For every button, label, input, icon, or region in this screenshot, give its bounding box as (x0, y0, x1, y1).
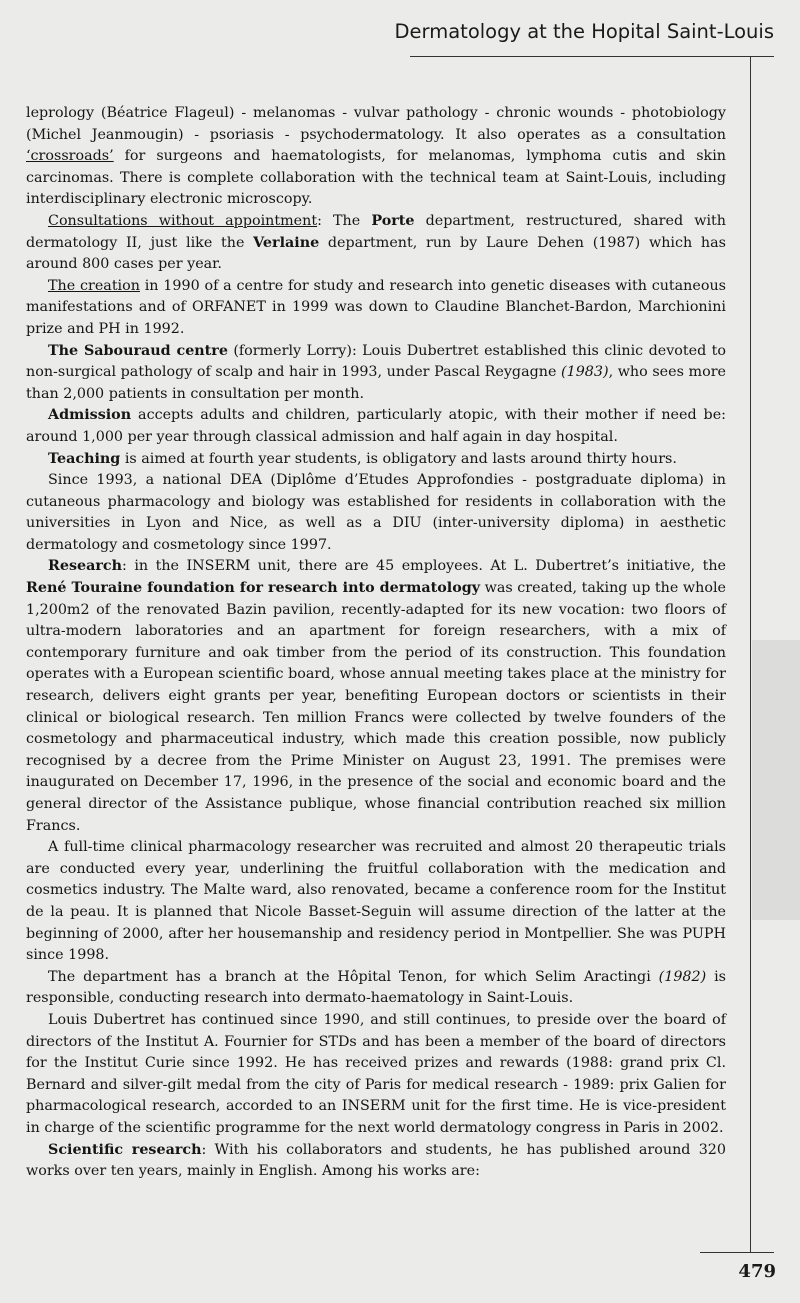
paragraph (26, 556, 726, 837)
page-number: 479 (738, 1261, 776, 1282)
text-run: A full-time clinical pharmacology researcher was recruited and almost 20 therapeutic trials are conducted every year, underlining the fruitful collaboration with the medication and cosmetics industry. The Malte ward, also renovated, became a conference room for the Institut de la peau. It is planned that Nicole Basset-Seguin will assume direction of the latter at the beginning of 2000, after her housemanship and residency period in Montpellier. She was PUPH since 1998. (26, 839, 726, 964)
text-run: The department has a branch at the Hôpital Tenon, for which Selim Aractingi (48, 968, 659, 985)
text-run: for surgeons and haematologists, for melanomas, lymphoma cutis and skin carcinomas. There is complete collaboration with the technical team at Saint-Louis, including interdisciplinary electronic microscopy. (26, 148, 726, 208)
text-bold: Teaching (48, 450, 121, 467)
text-italic: (1983) (561, 364, 609, 381)
margin-rule (750, 56, 751, 1252)
paragraph (26, 1140, 726, 1183)
paragraph (26, 470, 726, 556)
text-run: in 1990 of a centre for study and research into genetic diseases with cutaneous manifestations and of ORFANET in 1999 was down to Claudine Blanchet-Bardon, Marchionini prize and PH in 1992. (26, 277, 726, 337)
paragraph (26, 276, 726, 341)
text-run: leprology (Béatrice Flageul) - melanomas - vulvar pathology - chronic wounds - photobiology (Michel Jeanmougin) - psoriasis - psychodermatology. It also operates as a consultation (26, 105, 726, 143)
text-bold: René Touraine foundation for research into dermatology (26, 580, 481, 597)
text-bold: Research (48, 558, 123, 575)
text-underline: ‘crossroads’ (26, 148, 114, 165)
paragraph (26, 1010, 726, 1140)
text-underline: Consultations without appointment (48, 212, 318, 229)
text-bold: Admission (48, 407, 132, 424)
text-underline: The creation (48, 277, 140, 294)
text-run: Louis Dubertret has continued since 1990, and still continues, to preside over the board of directors of the Institut A. Fournier for STDs and has been a member of the board of directors for the Institut Curie since 1992. He has received prizes and rewards (1988: grand prix Cl. Bernard and silver-gilt medal from the city of Paris for medical research - 1989: prix Galien for pharmacological research, accorded to an INSERM unit for the first time. He is vice-president in charge of the scientific programme for the next world dermatology congress in Paris in 2002. (26, 1011, 726, 1136)
paragraph (26, 405, 726, 448)
paragraph (26, 341, 726, 406)
text-bold: The Sabouraud centre (48, 342, 228, 359)
header-rule (410, 56, 774, 57)
text-bold: Scientific research (48, 1141, 202, 1158)
bleed-through-shade (752, 640, 800, 920)
paragraph (26, 211, 726, 276)
paragraph (26, 837, 726, 967)
text-bold: Verlaine (253, 234, 320, 251)
text-run: accepts adults and children, particularly atopic, with their mother if need be: around 1,000 per year through classical admission and half again in day hospital. (26, 407, 726, 445)
text-run: is aimed at fourth year students, is obligatory and lasts around thirty hours. (120, 450, 677, 467)
text-italic: (1982) (658, 968, 707, 985)
text-run: , who sees more than 2,000 patients in consultation per month. (26, 364, 726, 402)
body-text (26, 103, 726, 1183)
text-run: department, restructured, shared with dermatology II, just like the (26, 212, 726, 251)
text-run: Since 1993, a national DEA (Diplôme d’Etudes Approfondies - postgraduate diploma) in cutaneous pharmacology and biology was established for residents in collaboration with the universities in Lyon and Nice, as well as a DIU (inter-university diploma) in aesthetic dermatology and cosmetology since 1997. (26, 472, 726, 553)
text-run: : The (317, 212, 372, 229)
paragraph (26, 103, 726, 211)
text-bold: Porte (371, 212, 415, 229)
text-run: (formerly Lorry): Louis Dubertret established this clinic devoted to non-surgical pathology of scalp and hair in 1993, under Pascal Reygagne (26, 342, 726, 381)
text-run: : in the INSERM unit, there are 45 employees. At L. Dubertret’s initiative, the (122, 558, 726, 575)
paragraph (26, 449, 726, 471)
text-run: was created, taking up the whole 1,200m2 of the renovated Bazin pavilion, recently-adapted for its new vocation: two floors of ultra-modern laboratories and an apartment for foreign researchers, with a mix of contemporary furniture and oak timber from the period of its construction. This foundation operates with a European scientific board, whose annual meeting takes place at the ministry for research, delivers eight grants per year, benefiting European doctors or scientists in their clinical or biological research. Ten million Francs were collected by twelve founders of the cosmetology and pharmaceutical industry, which made this creation possible, now publicly recognised by a decree from the Prime Minister on August 23, 1991. The premises were inaugurated on December 17, 1996, in the presence of the social and economic board and the general director of the Assistance publique, whose financial contribution reached six million Francs. (26, 580, 726, 834)
text-run: is responsible, conducting research into dermato-haematology in Saint-Louis. (26, 968, 726, 1007)
text-run: department, run by Laure Dehen (1987) which has around 800 cases per year. (26, 234, 726, 273)
paragraph (26, 967, 726, 1010)
footer-rule (700, 1252, 774, 1253)
running-header-title: Dermatology at the Hopital Saint-Louis (394, 20, 774, 43)
text-run: : With his collaborators and students, he has published around 320 works over ten years, mainly in English. Among his works are: (26, 1141, 726, 1180)
